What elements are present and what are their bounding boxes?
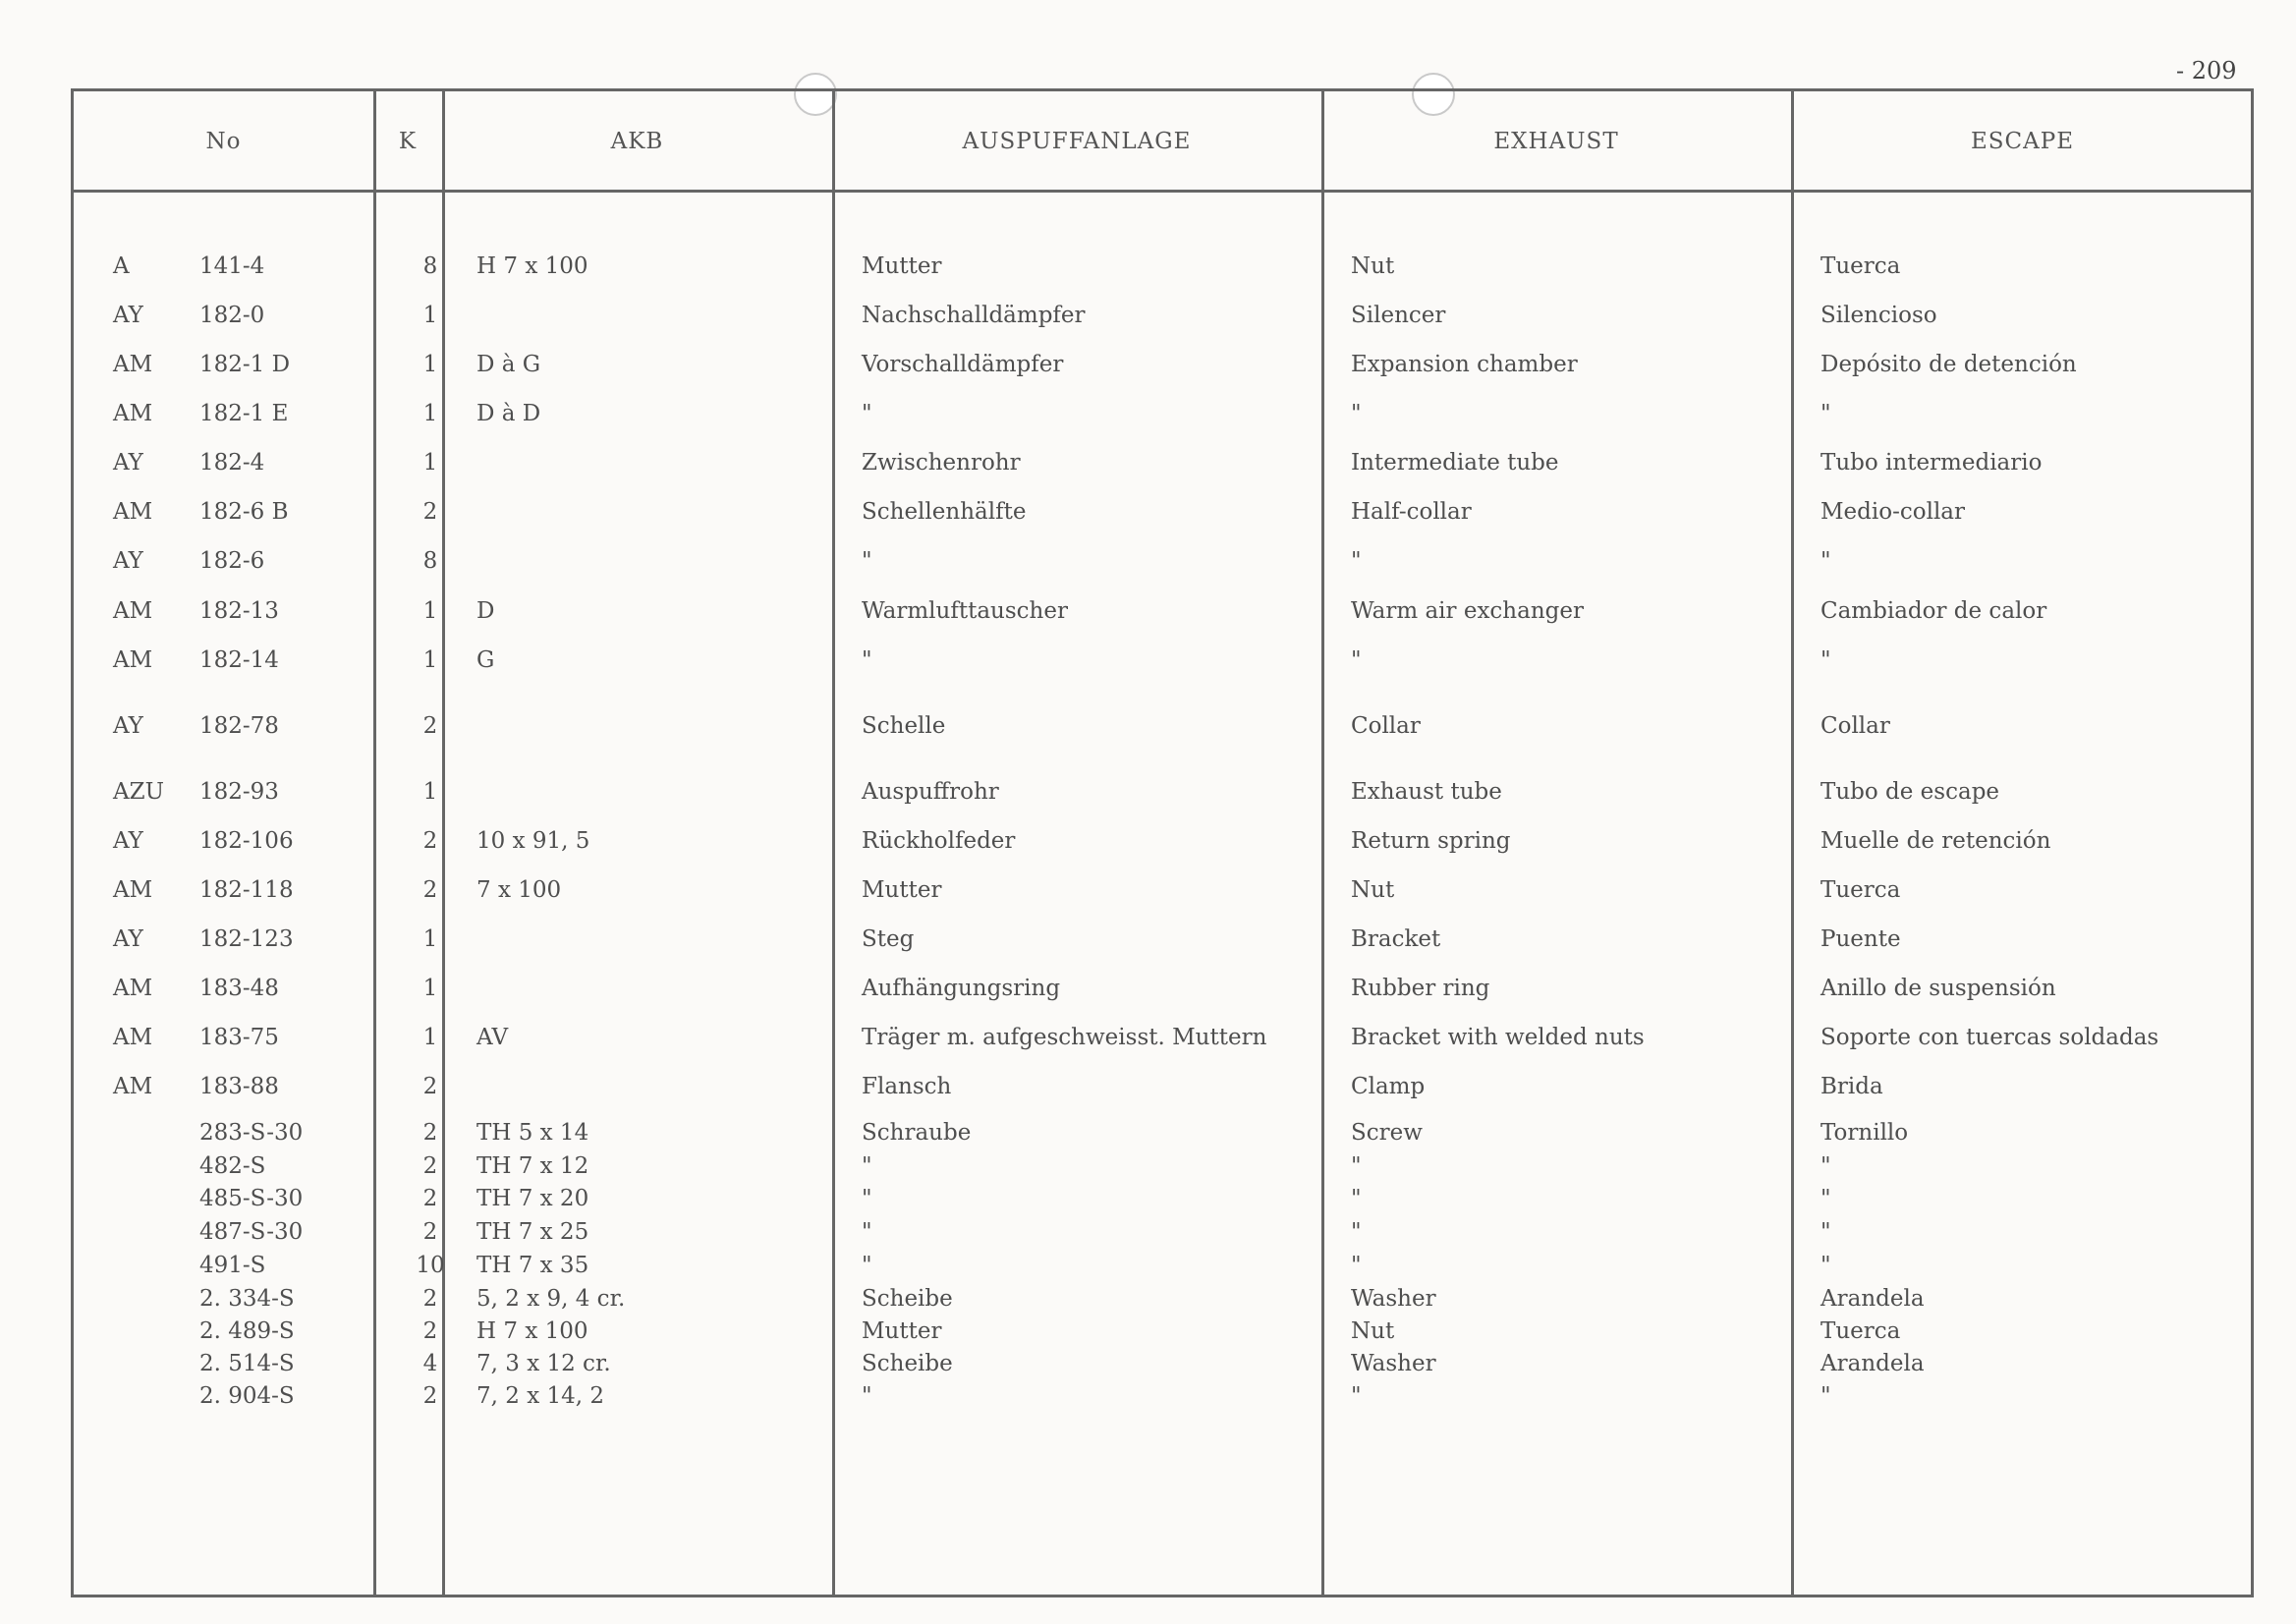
quantity: 2 (422, 1383, 438, 1409)
spanish-description: Cambiador de calor (1820, 598, 2047, 624)
spanish-description: Tuerca (1820, 253, 1901, 279)
part-number: 182-78 (199, 713, 279, 739)
header-german: AUSPUFFANLAGE (962, 129, 1192, 154)
english-description: Half-collar (1351, 499, 1472, 525)
part-number: 283-S-30 (199, 1120, 304, 1146)
german-description: " (862, 1186, 872, 1211)
english-description: Collar (1351, 713, 1421, 739)
akb-spec: TH 7 x 12 (476, 1153, 589, 1179)
german-description: Flansch (862, 1074, 952, 1099)
akb-spec: TH 7 x 35 (476, 1253, 589, 1278)
parts-table (71, 88, 2254, 1597)
spanish-description: Soporte con tuercas soldadas (1820, 1025, 2159, 1050)
page-number: - 209 (2176, 57, 2237, 84)
german-description: Mutter (862, 253, 942, 279)
akb-spec: D à D (476, 401, 541, 426)
spanish-description: Silencioso (1820, 303, 1937, 328)
table-row (74, 779, 2251, 812)
part-number: 182-4 (199, 450, 265, 476)
part-number: 182-93 (199, 779, 279, 805)
quantity: 8 (422, 548, 438, 574)
quantity: 2 (422, 1186, 438, 1211)
quantity: 1 (422, 779, 438, 805)
akb-spec: D (476, 598, 495, 624)
table-row (74, 1186, 2251, 1219)
spanish-description: " (1820, 548, 1831, 574)
akb-spec: 7, 3 x 12 cr. (476, 1351, 611, 1376)
table-row (74, 1120, 2251, 1153)
german-description: Schelle (862, 713, 946, 739)
table-row (74, 303, 2251, 336)
part-number: 182-1 D (199, 352, 291, 377)
akb-spec: 7 x 100 (476, 877, 562, 903)
table-row (74, 1153, 2251, 1187)
english-description: " (1351, 1253, 1362, 1278)
table-row (74, 713, 2251, 747)
quantity: 2 (422, 877, 438, 903)
table-row (74, 1253, 2251, 1286)
quantity: 1 (422, 401, 438, 426)
german-description: Zwischenrohr (862, 450, 1021, 476)
quantity: 1 (422, 1025, 438, 1050)
german-description: Schellenhälfte (862, 499, 1027, 525)
part-number: 182-13 (199, 598, 279, 624)
table-row (74, 548, 2251, 582)
header-no: No (205, 129, 242, 154)
quantity: 1 (422, 450, 438, 476)
akb-spec: D à G (476, 352, 541, 377)
row-prefix: AY (113, 828, 143, 854)
row-prefix: AY (113, 713, 143, 739)
spanish-description: Tubo de escape (1820, 779, 2000, 805)
german-description: Scheibe (862, 1351, 953, 1376)
quantity: 2 (422, 499, 438, 525)
table-row (74, 1219, 2251, 1253)
part-number: 482-S (199, 1153, 266, 1179)
table-row (74, 253, 2251, 287)
german-description: Mutter (862, 1318, 942, 1344)
spanish-description: Anillo de suspensión (1820, 976, 2056, 1001)
table-row (74, 499, 2251, 532)
akb-spec: H 7 x 100 (476, 253, 588, 279)
table-row (74, 647, 2251, 681)
quantity: 1 (422, 303, 438, 328)
quantity: 10 (416, 1253, 445, 1278)
table-row (74, 1383, 2251, 1417)
english-description: Expansion chamber (1351, 352, 1578, 377)
spanish-description: Brida (1820, 1074, 1883, 1099)
english-description: Silencer (1351, 303, 1446, 328)
row-prefix: AM (113, 877, 153, 903)
spanish-description: " (1820, 1186, 1831, 1211)
english-description: Washer (1351, 1286, 1436, 1312)
row-prefix: AY (113, 926, 143, 952)
table-row (74, 1074, 2251, 1107)
quantity: 2 (422, 1286, 438, 1312)
row-prefix: AY (113, 450, 143, 476)
german-description: Mutter (862, 877, 942, 903)
english-description: Screw (1351, 1120, 1423, 1146)
spanish-description: Collar (1820, 713, 1890, 739)
table-row (74, 598, 2251, 632)
akb-spec: 7, 2 x 14, 2 (476, 1383, 605, 1409)
quantity: 1 (422, 352, 438, 377)
akb-spec: TH 5 x 14 (476, 1120, 589, 1146)
english-description: Nut (1351, 1318, 1395, 1344)
part-number: 491-S (199, 1253, 266, 1278)
part-number: 182-118 (199, 877, 294, 903)
english-description: Bracket (1351, 926, 1441, 952)
spanish-description: Puente (1820, 926, 1901, 952)
row-prefix: AZU (113, 779, 164, 805)
header-akb: AKB (610, 129, 664, 154)
table-row (74, 450, 2251, 483)
english-description: Warm air exchanger (1351, 598, 1584, 624)
quantity: 8 (422, 253, 438, 279)
english-description: Return spring (1351, 828, 1511, 854)
quantity: 2 (422, 1153, 438, 1179)
german-description: " (862, 1253, 872, 1278)
quantity: 4 (422, 1351, 438, 1376)
german-description: Steg (862, 926, 915, 952)
spanish-description: Tubo intermediario (1820, 450, 2043, 476)
table-row (74, 976, 2251, 1009)
table-row (74, 352, 2251, 385)
spanish-description: Depósito de detención (1820, 352, 2077, 377)
german-description: Nachschalldämpfer (862, 303, 1086, 328)
english-description: Nut (1351, 253, 1395, 279)
quantity: 2 (422, 713, 438, 739)
german-description: " (862, 1219, 872, 1245)
quantity: 1 (422, 976, 438, 1001)
english-description: " (1351, 1153, 1362, 1179)
part-number: 182-0 (199, 303, 265, 328)
quantity: 1 (422, 598, 438, 624)
row-prefix: AY (113, 303, 143, 328)
table-row (74, 1025, 2251, 1058)
german-description: Aufhängungsring (862, 976, 1061, 1001)
row-prefix: AM (113, 499, 153, 525)
spanish-description: " (1820, 1153, 1831, 1179)
german-description: Vorschalldämpfer (862, 352, 1064, 377)
akb-spec: TH 7 x 25 (476, 1219, 589, 1245)
german-description: Warmlufttauscher (862, 598, 1068, 624)
english-description: " (1351, 647, 1362, 673)
german-description: " (862, 1153, 872, 1179)
header-english: EXHAUST (1493, 129, 1619, 154)
english-description: Exhaust tube (1351, 779, 1502, 805)
spanish-description: Medio-collar (1820, 499, 1966, 525)
part-number: 182-14 (199, 647, 279, 673)
header-divider (74, 190, 2251, 193)
spanish-description: Tuerca (1820, 1318, 1901, 1344)
english-description: Nut (1351, 877, 1395, 903)
english-description: Bracket with welded nuts (1351, 1025, 1645, 1050)
part-number: 182-106 (199, 828, 294, 854)
german-description: Schraube (862, 1120, 972, 1146)
table-row (74, 1286, 2251, 1319)
row-prefix: AY (113, 548, 143, 574)
german-description: " (862, 1383, 872, 1409)
row-prefix: AM (113, 647, 153, 673)
row-prefix: AM (113, 1074, 153, 1099)
german-description: Träger m. aufgeschweisst. Muttern (862, 1025, 1267, 1050)
row-prefix: AM (113, 352, 153, 377)
quantity: 2 (422, 1219, 438, 1245)
row-prefix: A (113, 253, 130, 279)
part-number: 182-1 E (199, 401, 289, 426)
row-prefix: AM (113, 401, 153, 426)
row-prefix: AM (113, 976, 153, 1001)
spanish-description: Tornillo (1820, 1120, 1909, 1146)
part-number: 182-123 (199, 926, 294, 952)
table-row (74, 877, 2251, 911)
spanish-description: " (1820, 1383, 1831, 1409)
quantity: 2 (422, 1120, 438, 1146)
akb-spec: G (476, 647, 495, 673)
part-number: 183-48 (199, 976, 279, 1001)
german-description: " (862, 647, 872, 673)
table-row (74, 926, 2251, 960)
table-row (74, 828, 2251, 862)
english-description: Rubber ring (1351, 976, 1490, 1001)
part-number: 2. 489-S (199, 1318, 295, 1344)
part-number: 485-S-30 (199, 1186, 304, 1211)
part-number: 487-S-30 (199, 1219, 304, 1245)
part-number: 2. 904-S (199, 1383, 295, 1409)
quantity: 2 (422, 1074, 438, 1099)
row-prefix: AM (113, 598, 153, 624)
quantity: 1 (422, 647, 438, 673)
english-description: Washer (1351, 1351, 1436, 1376)
akb-spec: 10 x 91, 5 (476, 828, 590, 854)
row-prefix: AM (113, 1025, 153, 1050)
part-number: 141-4 (199, 253, 265, 279)
part-number: 182-6 B (199, 499, 289, 525)
spanish-description: " (1820, 1219, 1831, 1245)
english-description: " (1351, 1186, 1362, 1211)
spanish-description: Tuerca (1820, 877, 1901, 903)
german-description: " (862, 548, 872, 574)
table-row (74, 401, 2251, 434)
akb-spec: AV (476, 1025, 509, 1050)
spanish-description: " (1820, 1253, 1831, 1278)
german-description: " (862, 401, 872, 426)
table-row (74, 1318, 2251, 1352)
german-description: Rückholfeder (862, 828, 1016, 854)
spanish-description: " (1820, 647, 1831, 673)
spanish-description: Muelle de retención (1820, 828, 2051, 854)
quantity: 2 (422, 828, 438, 854)
german-description: Scheibe (862, 1286, 953, 1312)
english-description: " (1351, 548, 1362, 574)
part-number: 183-75 (199, 1025, 279, 1050)
akb-spec: H 7 x 100 (476, 1318, 588, 1344)
part-number: 2. 334-S (199, 1286, 295, 1312)
english-description: " (1351, 401, 1362, 426)
english-description: Clamp (1351, 1074, 1426, 1099)
quantity: 2 (422, 1318, 438, 1344)
header-spanish: ESCAPE (1970, 129, 2075, 154)
akb-spec: TH 7 x 20 (476, 1186, 589, 1211)
akb-spec: 5, 2 x 9, 4 cr. (476, 1286, 626, 1312)
quantity: 1 (422, 926, 438, 952)
header-k: K (398, 129, 418, 154)
german-description: Auspuffrohr (862, 779, 999, 805)
part-number: 182-6 (199, 548, 265, 574)
english-description: " (1351, 1383, 1362, 1409)
spanish-description: Arandela (1820, 1351, 1925, 1376)
english-description: " (1351, 1219, 1362, 1245)
table-row (74, 1351, 2251, 1384)
spanish-description: " (1820, 401, 1831, 426)
english-description: Intermediate tube (1351, 450, 1559, 476)
spanish-description: Arandela (1820, 1286, 1925, 1312)
part-number: 2. 514-S (199, 1351, 295, 1376)
part-number: 183-88 (199, 1074, 279, 1099)
